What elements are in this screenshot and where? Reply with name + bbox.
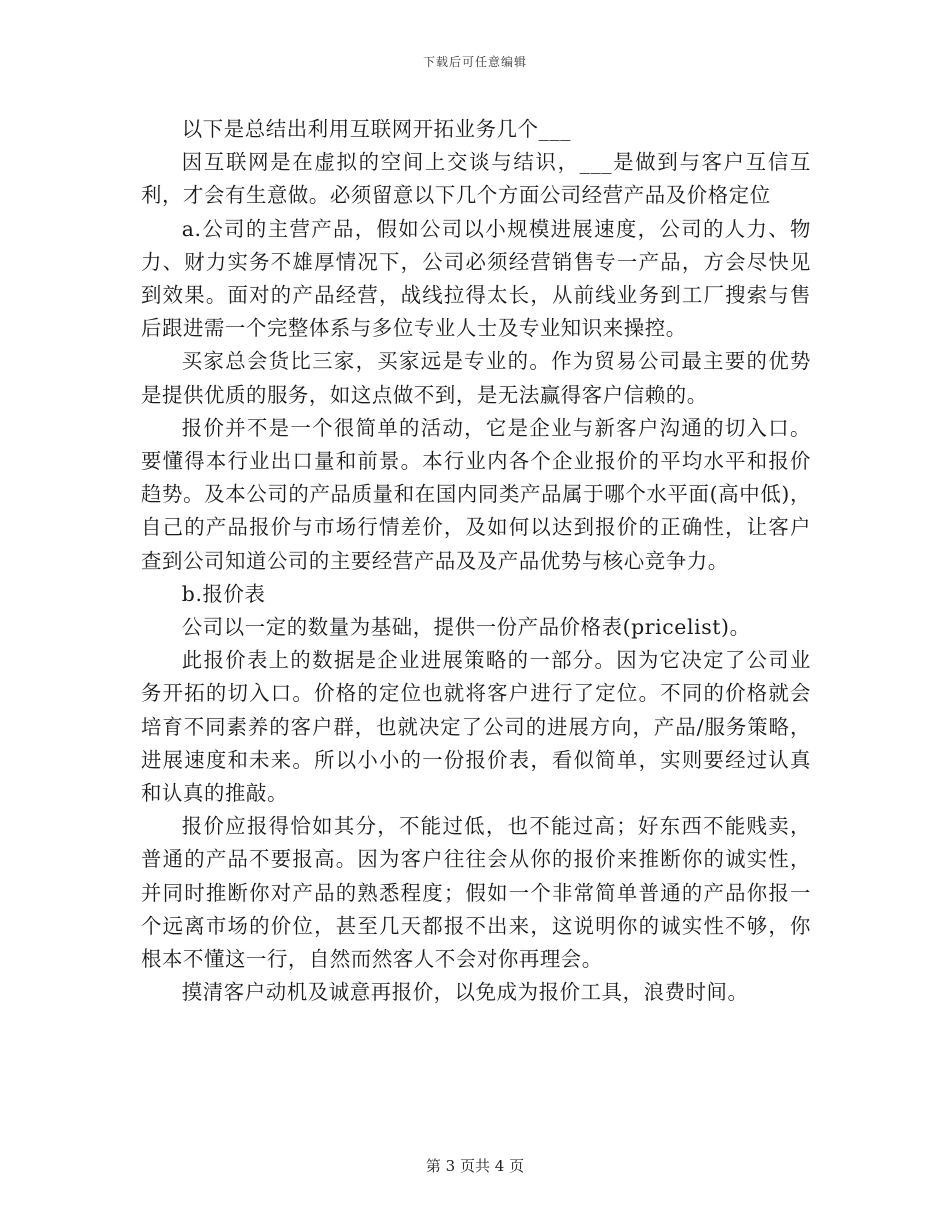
paragraph-buyers: 买家总会货比三家，买家远是专业的。作为贸易公司最主要的优势是提供优质的服务，如这点做不到，是无法赢得客户信赖的。 — [141, 349, 811, 407]
paragraph-trust: 因互联网是在虚拟的空间上交谈与结识，___是做到与客户互信互利，才会有生意做。必须留意以下几个方面公司经营产品及价格定位 — [141, 150, 811, 208]
paragraph-quotation: 报价并不是一个很简单的活动，它是企业与新客户沟通的切入口。要懂得本行业出口量和前景。本行业内各个企业报价的平均水平和报价趋势。及本公司的产品质量和在国内同类产品属于哪个水平面(高中低)，自己的产品报价与市场行情差价，及如何以达到报价的正确性，让客户查到公司知道公司的主要经营产品及及产品优势与核心竞争力。 — [141, 415, 811, 573]
paragraph-price-appropriate: 报价应报得恰如其分，不能过低，也不能过高；好东西不能贱卖，普通的产品不要报高。因为客户往往会从你的报价来推断你的诚实性，并同时推断你对产品的熟悉程度；假如一个非常简单普通的产品你报一个远离市场的价位，甚至几天都报不出来，这说明你的诚实性不够，你根本不懂这一行，自然而然客人不会对你再理会。 — [141, 814, 811, 972]
paragraph-intro: 以下是总结出利用互联网开拓业务几个___ — [181, 117, 572, 141]
section-heading-price-list: b.报价表 — [181, 581, 266, 606]
document-body — [141, 113, 811, 1009]
paragraph-main-products: a.公司的主营产品，假如公司以小规模进展速度，公司的人力、物力、财力实务不雄厚情况下，公司必须经营销售专一产品，方会尽快见到效果。面对的产品经营，战线拉得太长，从前线业务到工厂搜索与售后跟进需一个完整体系与多位专业人士及专业知识来操控。 — [141, 216, 811, 341]
page-footer: 第 3 页共 4 页 — [425, 1157, 525, 1175]
paragraph-price-list-intro: 公司以一定的数量为基础，提供一份产品价格表(pricelist)。 — [181, 615, 751, 640]
page-header: 下载后可任意编辑 — [422, 55, 527, 69]
paragraph-customer-motive: 摸清客户动机及诚意再报价，以免成为报价工具，浪费时间。 — [181, 980, 749, 1005]
paragraph-price-strategy: 此报价表上的数据是企业进展策略的一部分。因为它决定了公司业务开拓的切入口。价格的定位也就将客户进行了定位。不同的价格就会培育不同素养的客户群，也就决定了公司的进展方向，产品/服务策略，进展速度和未来。所以小小的一份报价表，看似简单，实则要经过认真和认真的推敲。 — [141, 648, 811, 806]
